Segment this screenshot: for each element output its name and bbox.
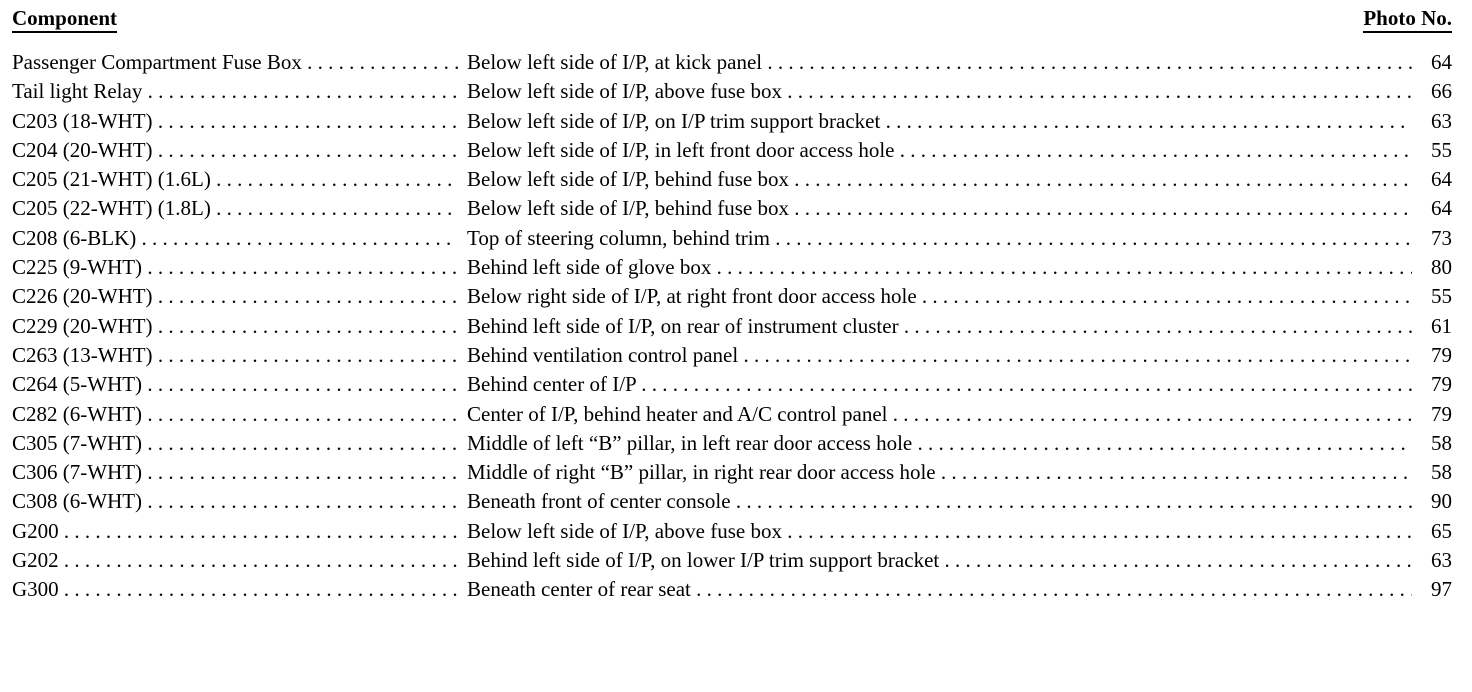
component-text: C205 (21-WHT) (1.6L) bbox=[12, 167, 211, 192]
component-location bbox=[467, 400, 1427, 429]
component-text: G300 bbox=[12, 577, 59, 602]
location-text: Top of steering column, behind trim bbox=[467, 225, 770, 250]
table-row bbox=[12, 165, 1452, 194]
component-text: C308 (6-WHT) bbox=[12, 489, 143, 514]
photo-number: 61 bbox=[1412, 312, 1452, 341]
photo-number: 55 bbox=[1412, 282, 1452, 311]
component-location bbox=[467, 458, 1427, 487]
component-location bbox=[467, 575, 1427, 604]
table-row bbox=[12, 282, 1452, 311]
component-name bbox=[12, 253, 458, 282]
table-header bbox=[12, 5, 1452, 35]
photo-number: 79 bbox=[1412, 370, 1452, 399]
location-text: Behind left side of glove box bbox=[467, 255, 712, 280]
component-location bbox=[467, 165, 1427, 194]
location-text: Below left side of I/P, on I/P trim support bracket bbox=[467, 108, 881, 133]
component-name bbox=[12, 282, 458, 311]
location-text: Below left side of I/P, above fuse box bbox=[467, 79, 782, 104]
table-row bbox=[12, 575, 1452, 604]
component-location bbox=[467, 194, 1427, 223]
location-text: Below left side of I/P, in left front door access hole bbox=[467, 137, 895, 162]
location-text: Below left side of I/P, at kick panel bbox=[467, 50, 763, 74]
component-text: G202 bbox=[12, 548, 59, 573]
location-text: Middle of left “B” pillar, in left rear door access hole bbox=[467, 430, 913, 455]
component-name bbox=[12, 546, 458, 575]
location-text: Below left side of I/P, behind fuse box bbox=[467, 196, 789, 221]
component-location-list bbox=[12, 48, 1452, 605]
photo-number: 66 bbox=[1412, 77, 1452, 106]
table-row bbox=[12, 458, 1452, 487]
component-name bbox=[12, 136, 458, 165]
table-row bbox=[12, 107, 1452, 136]
component-location bbox=[467, 546, 1427, 575]
location-text: Behind ventilation control panel bbox=[467, 342, 739, 367]
component-text: G200 bbox=[12, 518, 59, 543]
photo-number: 79 bbox=[1412, 400, 1452, 429]
location-text: Behind center of I/P bbox=[467, 372, 636, 397]
table-row bbox=[12, 253, 1452, 282]
component-text: C205 (22-WHT) (1.8L) bbox=[12, 196, 211, 221]
table-row bbox=[12, 77, 1452, 106]
photo-number: 63 bbox=[1412, 107, 1452, 136]
photo-number: 80 bbox=[1412, 253, 1452, 282]
component-name bbox=[12, 48, 458, 77]
component-name bbox=[12, 575, 458, 604]
photo-number: 58 bbox=[1412, 429, 1452, 458]
photo-number-column-header: Photo No. bbox=[1363, 5, 1452, 33]
component-location bbox=[467, 77, 1427, 106]
location-text: Below right side of I/P, at right front door access hole bbox=[467, 284, 917, 309]
component-name bbox=[12, 429, 458, 458]
component-location bbox=[467, 370, 1427, 399]
location-text: Beneath center of rear seat bbox=[467, 577, 691, 602]
photo-number: 58 bbox=[1412, 458, 1452, 487]
component-text: C306 (7-WHT) bbox=[12, 460, 143, 485]
component-location bbox=[467, 341, 1427, 370]
component-name bbox=[12, 370, 458, 399]
component-name bbox=[12, 517, 458, 546]
component-text: C264 (5-WHT) bbox=[12, 372, 143, 397]
component-text: Passenger Compartment Fuse Box bbox=[12, 50, 302, 74]
component-location bbox=[467, 517, 1427, 546]
location-text: Behind left side of I/P, on lower I/P trim support bracket bbox=[467, 548, 940, 573]
photo-number: 90 bbox=[1412, 487, 1452, 516]
photo-number: 65 bbox=[1412, 517, 1452, 546]
component-name bbox=[12, 194, 458, 223]
component-text: C263 (13-WHT) bbox=[12, 342, 153, 367]
component-name bbox=[12, 165, 458, 194]
table-row bbox=[12, 48, 1452, 77]
component-location bbox=[467, 107, 1427, 136]
component-name bbox=[12, 400, 458, 429]
component-text: C282 (6-WHT) bbox=[12, 401, 143, 426]
component-location bbox=[467, 136, 1427, 165]
component-location bbox=[467, 253, 1427, 282]
table-row bbox=[12, 312, 1452, 341]
component-text: C225 (9-WHT) bbox=[12, 255, 143, 280]
location-text: Middle of right “B” pillar, in right rear door access hole bbox=[467, 460, 936, 485]
component-name bbox=[12, 487, 458, 516]
component-text: C204 (20-WHT) bbox=[12, 137, 153, 162]
table-row bbox=[12, 194, 1452, 223]
component-location bbox=[467, 282, 1427, 311]
table-row bbox=[12, 341, 1452, 370]
component-location bbox=[467, 48, 1427, 77]
photo-number: 64 bbox=[1412, 48, 1452, 77]
table-row bbox=[12, 517, 1452, 546]
location-text: Behind left side of I/P, on rear of instrument cluster bbox=[467, 313, 899, 338]
photo-number: 97 bbox=[1412, 575, 1452, 604]
table-row bbox=[12, 429, 1452, 458]
table-row bbox=[12, 487, 1452, 516]
component-text: C208 (6-BLK) bbox=[12, 225, 137, 250]
table-row bbox=[12, 370, 1452, 399]
location-text: Below left side of I/P, behind fuse box bbox=[467, 167, 789, 192]
component-text: C305 (7-WHT) bbox=[12, 430, 143, 455]
component-location bbox=[467, 487, 1427, 516]
component-name bbox=[12, 224, 458, 253]
component-name bbox=[12, 458, 458, 487]
component-name bbox=[12, 341, 458, 370]
photo-number: 73 bbox=[1412, 224, 1452, 253]
photo-number: 79 bbox=[1412, 341, 1452, 370]
photo-number: 63 bbox=[1412, 546, 1452, 575]
component-text: C229 (20-WHT) bbox=[12, 313, 153, 338]
component-location bbox=[467, 429, 1427, 458]
component-name bbox=[12, 107, 458, 136]
location-text: Beneath front of center console bbox=[467, 489, 731, 514]
photo-number: 64 bbox=[1412, 194, 1452, 223]
component-name bbox=[12, 312, 458, 341]
component-name bbox=[12, 77, 458, 106]
location-text: Below left side of I/P, above fuse box bbox=[467, 518, 782, 543]
table-row bbox=[12, 224, 1452, 253]
component-location bbox=[467, 312, 1427, 341]
component-text: C226 (20-WHT) bbox=[12, 284, 153, 309]
photo-number: 55 bbox=[1412, 136, 1452, 165]
table-row bbox=[12, 136, 1452, 165]
table-row bbox=[12, 400, 1452, 429]
photo-number: 64 bbox=[1412, 165, 1452, 194]
component-text: Tail light Relay bbox=[12, 79, 143, 104]
component-location bbox=[467, 224, 1427, 253]
component-text: C203 (18-WHT) bbox=[12, 108, 153, 133]
location-text: Center of I/P, behind heater and A/C control panel bbox=[467, 401, 888, 426]
table-row bbox=[12, 546, 1452, 575]
component-column-header: Component bbox=[12, 5, 117, 33]
